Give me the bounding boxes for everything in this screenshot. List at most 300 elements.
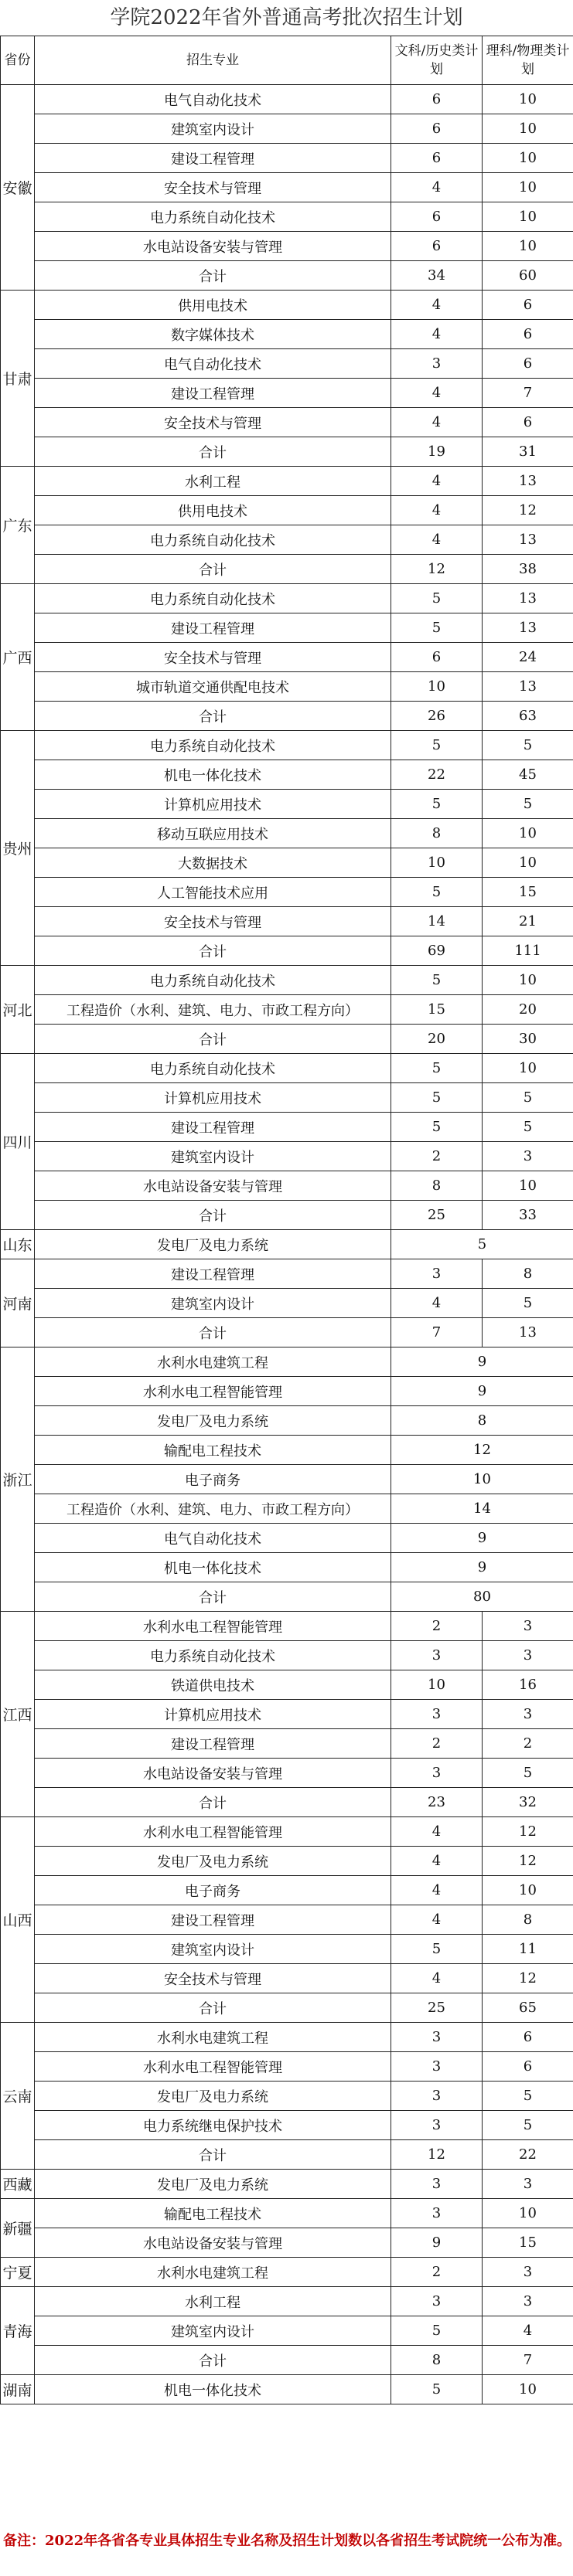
science-plan-cell: 31 [483,437,573,467]
science-plan-cell: 30 [483,1025,573,1054]
major-cell: 水利水电工程智能管理 [35,1817,391,1847]
science-plan-cell: 12 [483,1847,573,1876]
arts-plan-cell: 6 [391,144,483,173]
arts-plan-cell: 2 [391,2258,483,2287]
science-plan-cell: 5 [483,1759,573,1788]
science-plan-cell: 4 [483,2316,573,2346]
science-plan-cell: 12 [483,496,573,525]
arts-plan-cell: 6 [391,85,483,114]
major-cell: 电力系统自动化技术 [35,731,391,760]
arts-plan-cell: 5 [391,966,483,995]
major-cell: 计算机应用技术 [35,1083,391,1113]
major-cell: 电子商务 [35,1876,391,1905]
arts-plan-cell: 6 [391,114,483,144]
major-cell: 合计 [35,555,391,584]
combined-plan-cell: 9 [391,1347,573,1377]
major-cell: 电力系统自动化技术 [35,525,391,555]
major-cell: 电力系统自动化技术 [35,584,391,613]
province-cell: 安徽 [1,85,35,291]
major-cell: 电力系统继电保护技术 [35,2111,391,2140]
science-plan-cell: 15 [483,2228,573,2258]
science-plan-cell: 8 [483,1259,573,1289]
table-row [1,1847,573,1876]
science-plan-cell: 22 [483,2140,573,2170]
table-row [1,408,573,437]
arts-plan-cell: 4 [391,467,483,496]
table-row [1,1670,573,1700]
table-row [1,2375,573,2404]
science-plan-cell: 5 [483,1083,573,1113]
arts-plan-cell: 6 [391,232,483,261]
table-row [1,232,573,261]
header-major: 招生专业 [35,36,391,85]
science-plan-cell: 45 [483,760,573,790]
table-row [1,2111,573,2140]
science-plan-cell: 7 [483,2346,573,2375]
science-plan-cell: 6 [483,2052,573,2082]
arts-plan-cell: 4 [391,320,483,349]
major-cell: 合计 [35,261,391,291]
science-plan-cell: 8 [483,1905,573,1935]
science-plan-cell: 16 [483,1670,573,1700]
science-plan-cell: 10 [483,1876,573,1905]
major-cell: 合计 [35,702,391,731]
combined-plan-cell: 12 [391,1436,573,1465]
arts-plan-cell: 8 [391,819,483,848]
table-row [1,1641,573,1670]
major-cell: 水利水电建筑工程 [35,2023,391,2052]
table-row [1,1993,573,2023]
major-cell: 合计 [35,437,391,467]
science-plan-cell: 5 [483,2082,573,2111]
table-row [1,643,573,672]
arts-plan-cell: 5 [391,1113,483,1142]
arts-plan-cell: 3 [391,2111,483,2140]
major-cell: 建筑室内设计 [35,1289,391,1318]
table-row [1,261,573,291]
province-cell: 西藏 [1,2170,35,2199]
major-cell: 建设工程管理 [35,1113,391,1142]
science-plan-cell: 24 [483,643,573,672]
arts-plan-cell: 2 [391,1729,483,1759]
science-plan-cell: 6 [483,408,573,437]
table-row [1,1494,573,1524]
table-row [1,1083,573,1113]
science-plan-cell: 6 [483,349,573,379]
province-cell: 四川 [1,1054,35,1230]
major-cell: 数字媒体技术 [35,320,391,349]
table-row [1,760,573,790]
table-row [1,1171,573,1201]
major-cell: 水电站设备安装与管理 [35,2228,391,2258]
major-cell: 水利水电建筑工程 [35,1347,391,1377]
table-row [1,1025,573,1054]
arts-plan-cell: 19 [391,437,483,467]
table-row [1,1406,573,1436]
major-cell: 合计 [35,1201,391,1230]
arts-plan-cell: 6 [391,202,483,232]
table-row [1,848,573,878]
table-row [1,613,573,643]
science-plan-cell: 13 [483,613,573,643]
science-plan-cell: 10 [483,966,573,995]
science-plan-cell: 10 [483,173,573,202]
table-row [1,85,573,114]
arts-plan-cell: 3 [391,1259,483,1289]
science-plan-cell: 13 [483,525,573,555]
major-cell: 电力系统自动化技术 [35,202,391,232]
major-cell: 建设工程管理 [35,1729,391,1759]
arts-plan-cell: 5 [391,613,483,643]
table-row [1,907,573,936]
arts-plan-cell: 5 [391,1935,483,1964]
major-cell: 合计 [35,1582,391,1612]
major-cell: 建设工程管理 [35,1259,391,1289]
major-cell: 人工智能技术应用 [35,878,391,907]
table-row [1,878,573,907]
table-row [1,437,573,467]
science-plan-cell: 10 [483,1054,573,1083]
major-cell: 输配电工程技术 [35,2199,391,2228]
major-cell: 电气自动化技术 [35,349,391,379]
table-row [1,1142,573,1171]
major-cell: 建筑室内设计 [35,1935,391,1964]
major-cell: 合计 [35,2140,391,2170]
major-cell: 发电厂及电力系统 [35,1230,391,1259]
province-cell: 山西 [1,1817,35,2023]
province-cell: 河南 [1,1259,35,1347]
combined-plan-cell: 9 [391,1553,573,1582]
arts-plan-cell: 5 [391,790,483,819]
science-plan-cell: 2 [483,1729,573,1759]
table-row [1,2023,573,2052]
science-plan-cell: 5 [483,790,573,819]
science-plan-cell: 15 [483,878,573,907]
major-cell: 机电一体化技术 [35,1553,391,1582]
arts-plan-cell: 4 [391,1905,483,1935]
major-cell: 大数据技术 [35,848,391,878]
arts-plan-cell: 23 [391,1788,483,1817]
combined-plan-cell: 5 [391,1230,573,1259]
table-row [1,1201,573,1230]
arts-plan-cell: 5 [391,2316,483,2346]
major-cell: 合计 [35,1993,391,2023]
major-cell: 水电站设备安装与管理 [35,1759,391,1788]
science-plan-cell: 33 [483,1201,573,1230]
footnote: 备注：2022年各省各专业具体招生专业名称及招生计划数以各省招生考试院统一公布为准。 [3,2533,571,2549]
science-plan-cell: 20 [483,995,573,1025]
table-row [1,1347,573,1377]
arts-plan-cell: 4 [391,496,483,525]
arts-plan-cell: 3 [391,2052,483,2082]
arts-plan-cell: 4 [391,1289,483,1318]
major-cell: 水利水电工程智能管理 [35,1612,391,1641]
enrollment-plan-table [0,36,573,2404]
major-cell: 发电厂及电力系统 [35,1406,391,1436]
table-row [1,2199,573,2228]
table-body [1,85,573,2404]
table-row [1,2346,573,2375]
science-plan-cell: 12 [483,1817,573,1847]
science-plan-cell: 13 [483,467,573,496]
table-row [1,1700,573,1729]
table-row [1,320,573,349]
major-cell: 工程造价（水利、建筑、电力、市政工程方向） [35,1494,391,1524]
table-row [1,1436,573,1465]
table-row [1,819,573,848]
table-row [1,1612,573,1641]
table-row [1,349,573,379]
major-cell: 建筑室内设计 [35,114,391,144]
major-cell: 机电一体化技术 [35,2375,391,2404]
science-plan-cell: 12 [483,1964,573,1993]
table-row [1,1230,573,1259]
arts-plan-cell: 12 [391,555,483,584]
table-row [1,1905,573,1935]
science-plan-cell: 3 [483,2258,573,2287]
table-row [1,1524,573,1553]
science-plan-cell: 3 [483,1641,573,1670]
arts-plan-cell: 3 [391,2023,483,2052]
major-cell: 电气自动化技术 [35,85,391,114]
arts-plan-cell: 4 [391,1817,483,1847]
table-row [1,1259,573,1289]
table-row [1,1935,573,1964]
major-cell: 建设工程管理 [35,1905,391,1935]
table-row [1,2287,573,2316]
arts-plan-cell: 4 [391,173,483,202]
arts-plan-cell: 8 [391,1171,483,1201]
arts-plan-cell: 10 [391,848,483,878]
province-cell: 浙江 [1,1347,35,1612]
table-row [1,1964,573,1993]
combined-plan-cell: 8 [391,1406,573,1436]
combined-plan-cell: 14 [391,1494,573,1524]
province-cell: 广西 [1,584,35,731]
table-row [1,2082,573,2111]
science-plan-cell: 10 [483,848,573,878]
table-row [1,966,573,995]
science-plan-cell: 13 [483,672,573,702]
table-row [1,2052,573,2082]
table-row [1,1318,573,1347]
arts-plan-cell: 4 [391,1847,483,1876]
major-cell: 合计 [35,2346,391,2375]
science-plan-cell: 11 [483,1935,573,1964]
major-cell: 输配电工程技术 [35,1436,391,1465]
table-row [1,995,573,1025]
table-row [1,1377,573,1406]
arts-plan-cell: 3 [391,1759,483,1788]
arts-plan-cell: 4 [391,379,483,408]
arts-plan-cell: 3 [391,1700,483,1729]
table-row [1,584,573,613]
major-cell: 安全技术与管理 [35,408,391,437]
arts-plan-cell: 34 [391,261,483,291]
science-plan-cell: 21 [483,907,573,936]
combined-plan-cell: 10 [391,1465,573,1494]
science-plan-cell: 65 [483,1993,573,2023]
table-row [1,672,573,702]
science-plan-cell: 10 [483,232,573,261]
table-row [1,1113,573,1142]
province-cell: 新疆 [1,2199,35,2258]
arts-plan-cell: 22 [391,760,483,790]
major-cell: 水利水电建筑工程 [35,2258,391,2287]
header-arts-plan: 文科/历史类计划 [391,36,483,85]
major-cell: 安全技术与管理 [35,173,391,202]
combined-plan-cell: 9 [391,1377,573,1406]
table-row [1,496,573,525]
province-cell: 云南 [1,2023,35,2170]
table-row [1,379,573,408]
table-row [1,1817,573,1847]
arts-plan-cell: 20 [391,1025,483,1054]
combined-plan-cell: 9 [391,1524,573,1553]
major-cell: 安全技术与管理 [35,1964,391,1993]
major-cell: 发电厂及电力系统 [35,2082,391,2111]
arts-plan-cell: 3 [391,2170,483,2199]
science-plan-cell: 10 [483,819,573,848]
province-cell: 广东 [1,467,35,584]
science-plan-cell: 3 [483,1700,573,1729]
major-cell: 供用电技术 [35,496,391,525]
arts-plan-cell: 3 [391,349,483,379]
science-plan-cell: 3 [483,2287,573,2316]
table-row [1,2140,573,2170]
major-cell: 供用电技术 [35,291,391,320]
science-plan-cell: 5 [483,1113,573,1142]
major-cell: 水利工程 [35,467,391,496]
major-cell: 建筑室内设计 [35,1142,391,1171]
table-row [1,2258,573,2287]
table-row [1,1289,573,1318]
table-row [1,1465,573,1494]
table-row [1,1759,573,1788]
major-cell: 发电厂及电力系统 [35,2170,391,2199]
major-cell: 建设工程管理 [35,379,391,408]
major-cell: 安全技术与管理 [35,643,391,672]
science-plan-cell: 3 [483,1612,573,1641]
table-row [1,731,573,760]
province-cell: 甘肃 [1,291,35,467]
arts-plan-cell: 25 [391,1201,483,1230]
science-plan-cell: 60 [483,261,573,291]
arts-plan-cell: 2 [391,1612,483,1641]
major-cell: 建设工程管理 [35,613,391,643]
table-row [1,114,573,144]
arts-plan-cell: 6 [391,643,483,672]
science-plan-cell: 10 [483,202,573,232]
table-row [1,2228,573,2258]
arts-plan-cell: 7 [391,1318,483,1347]
science-plan-cell: 3 [483,2170,573,2199]
science-plan-cell: 5 [483,731,573,760]
major-cell: 工程造价（水利、建筑、电力、市政工程方向） [35,995,391,1025]
table-row [1,2316,573,2346]
major-cell: 电力系统自动化技术 [35,966,391,995]
arts-plan-cell: 5 [391,584,483,613]
science-plan-cell: 10 [483,144,573,173]
header-province: 省份 [1,36,35,85]
science-plan-cell: 10 [483,1171,573,1201]
table-row [1,555,573,584]
major-cell: 铁道供电技术 [35,1670,391,1700]
major-cell: 建设工程管理 [35,144,391,173]
header-science-plan: 理科/物理类计划 [483,36,573,85]
arts-plan-cell: 14 [391,907,483,936]
province-cell: 江西 [1,1612,35,1817]
province-cell: 山东 [1,1230,35,1259]
major-cell: 水利水电工程智能管理 [35,1377,391,1406]
major-cell: 安全技术与管理 [35,907,391,936]
arts-plan-cell: 3 [391,2199,483,2228]
arts-plan-cell: 9 [391,2228,483,2258]
table-row [1,291,573,320]
major-cell: 发电厂及电力系统 [35,1847,391,1876]
table-row [1,702,573,731]
science-plan-cell: 63 [483,702,573,731]
science-plan-cell: 5 [483,2111,573,2140]
arts-plan-cell: 12 [391,2140,483,2170]
table-row [1,202,573,232]
table-row [1,144,573,173]
major-cell: 计算机应用技术 [35,790,391,819]
major-cell: 计算机应用技术 [35,1700,391,1729]
arts-plan-cell: 5 [391,878,483,907]
major-cell: 城市轨道交通供配电技术 [35,672,391,702]
table-row [1,1054,573,1083]
arts-plan-cell: 5 [391,1054,483,1083]
table-row [1,1729,573,1759]
arts-plan-cell: 5 [391,2375,483,2404]
science-plan-cell: 111 [483,936,573,966]
arts-plan-cell: 4 [391,1876,483,1905]
major-cell: 水电站设备安装与管理 [35,1171,391,1201]
science-plan-cell: 6 [483,291,573,320]
table-row [1,1788,573,1817]
province-cell: 贵州 [1,731,35,966]
arts-plan-cell: 26 [391,702,483,731]
science-plan-cell: 13 [483,584,573,613]
science-plan-cell: 10 [483,85,573,114]
table-row [1,1876,573,1905]
science-plan-cell: 10 [483,2199,573,2228]
science-plan-cell: 6 [483,2023,573,2052]
science-plan-cell: 10 [483,114,573,144]
table-row [1,525,573,555]
major-cell: 机电一体化技术 [35,760,391,790]
arts-plan-cell: 5 [391,731,483,760]
arts-plan-cell: 3 [391,1641,483,1670]
major-cell: 合计 [35,1318,391,1347]
table-row [1,467,573,496]
combined-plan-cell: 80 [391,1582,573,1612]
major-cell: 合计 [35,1788,391,1817]
major-cell: 合计 [35,1025,391,1054]
arts-plan-cell: 5 [391,1083,483,1113]
science-plan-cell: 3 [483,1142,573,1171]
major-cell: 电子商务 [35,1465,391,1494]
science-plan-cell: 38 [483,555,573,584]
page-title: 学院2022年省外普通高考批次招生计划 [110,6,463,29]
major-cell: 电力系统自动化技术 [35,1054,391,1083]
arts-plan-cell: 4 [391,1964,483,1993]
arts-plan-cell: 69 [391,936,483,966]
arts-plan-cell: 3 [391,2082,483,2111]
table-row [1,790,573,819]
arts-plan-cell: 4 [391,291,483,320]
